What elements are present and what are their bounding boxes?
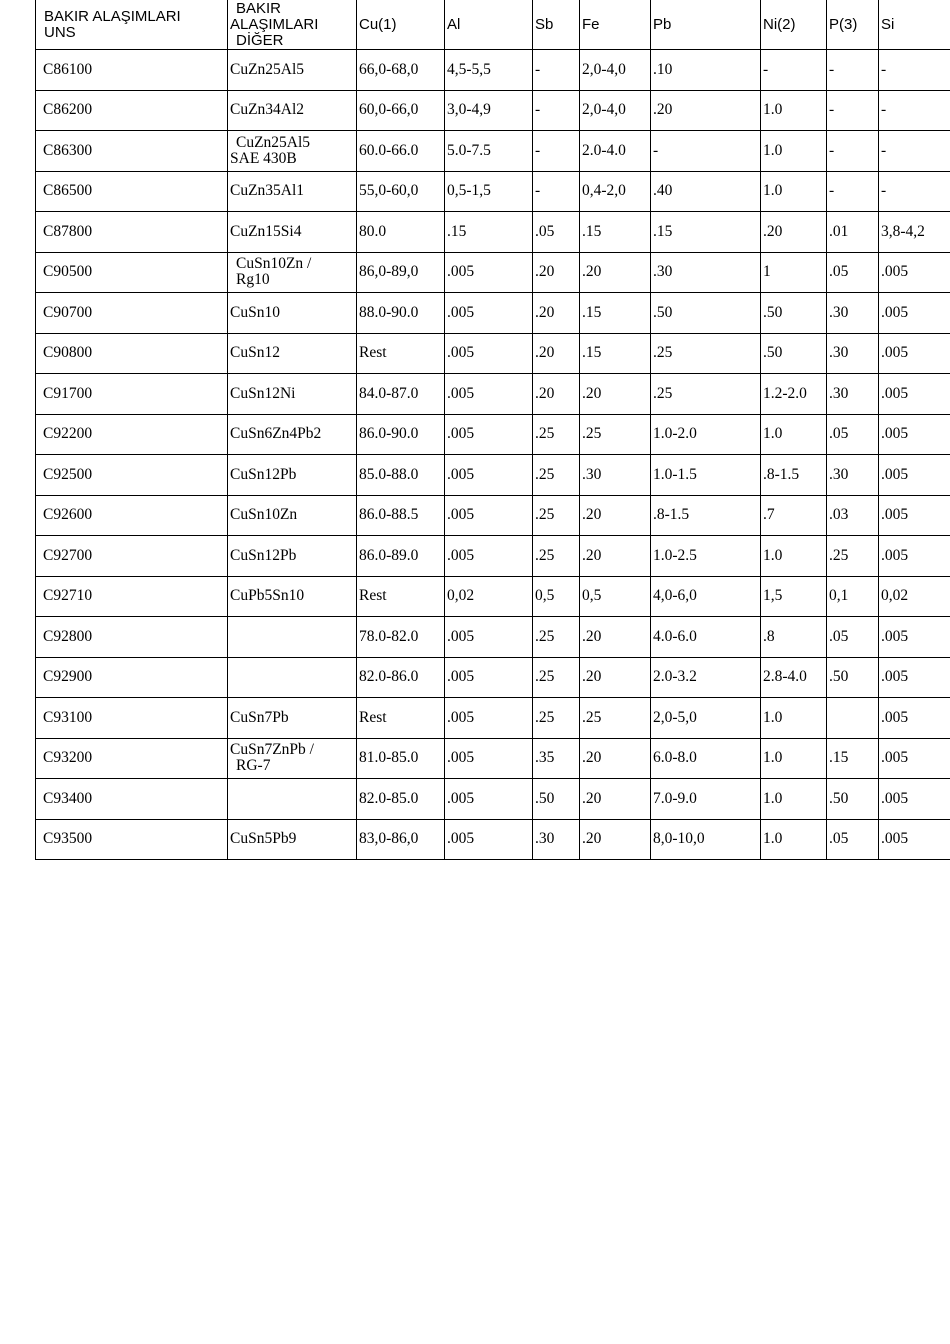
uns-cell: C92200 — [36, 414, 228, 455]
al-cell: .005 — [445, 657, 533, 698]
alloy-name-cell: CuZn35Al1 — [228, 171, 357, 212]
si-cell: 0,02 — [879, 576, 950, 617]
sb-cell: .20 — [533, 333, 580, 374]
al-cell: .15 — [445, 212, 533, 253]
cu-cell: 60.0-66.0 — [357, 131, 445, 172]
ni-cell: 1 — [761, 252, 827, 293]
sb-cell: .35 — [533, 738, 580, 779]
alloy-name-cell: CuZn34Al2 — [228, 90, 357, 131]
fe-cell: .20 — [580, 779, 651, 820]
header-fe — [580, 0, 651, 50]
uns-cell: C92710 — [36, 576, 228, 617]
header-label-line: P(3) — [829, 16, 858, 33]
alloy-name-cell: CuSn12Pb — [228, 536, 357, 577]
cu-cell: 86.0-89.0 — [357, 536, 445, 577]
table-row — [36, 819, 950, 860]
ni-cell: .50 — [761, 293, 827, 334]
pb-cell: - — [651, 131, 761, 172]
header-row — [36, 0, 950, 50]
fe-cell: 2.0-4.0 — [580, 131, 651, 172]
table-row — [36, 171, 950, 212]
cu-cell: 55,0-60,0 — [357, 171, 445, 212]
sb-cell: .25 — [533, 455, 580, 496]
sb-cell: .50 — [533, 779, 580, 820]
pb-cell: .8-1.5 — [651, 495, 761, 536]
al-cell: .005 — [445, 252, 533, 293]
alloy-name-cell: CuPb5Sn10 — [228, 576, 357, 617]
cu-cell: 80.0 — [357, 212, 445, 253]
alloy-name-cell: CuSn5Pb9 — [228, 819, 357, 860]
table-row — [36, 738, 950, 779]
cu-cell: 84.0-87.0 — [357, 374, 445, 415]
si-cell: .005 — [879, 293, 950, 334]
p-cell: .05 — [827, 617, 879, 658]
uns-cell: C92500 — [36, 455, 228, 496]
pb-cell: .15 — [651, 212, 761, 253]
alloy-name-cell: CuSn12Ni — [228, 374, 357, 415]
al-cell: .005 — [445, 293, 533, 334]
table-row — [36, 698, 950, 739]
cu-cell: 88.0-90.0 — [357, 293, 445, 334]
al-cell: .005 — [445, 698, 533, 739]
pb-cell: 2.0-3.2 — [651, 657, 761, 698]
fe-cell: 2,0-4,0 — [580, 90, 651, 131]
ni-cell: 1.0 — [761, 698, 827, 739]
sb-cell: .25 — [533, 495, 580, 536]
pb-cell: 7.0-9.0 — [651, 779, 761, 820]
header-label-line: Sb — [535, 16, 554, 33]
uns-cell: C90500 — [36, 252, 228, 293]
uns-cell: C93400 — [36, 779, 228, 820]
cu-cell: 82.0-86.0 — [357, 657, 445, 698]
pb-cell: .10 — [651, 50, 761, 91]
sb-cell: 0,5 — [533, 576, 580, 617]
fe-cell: .25 — [580, 698, 651, 739]
header-label-line: BAKIR — [236, 0, 282, 17]
header-al — [445, 0, 533, 50]
alloy-name-cell: CuZn25Al5 — [228, 50, 357, 91]
al-cell: .005 — [445, 617, 533, 658]
p-cell: .30 — [827, 333, 879, 374]
si-cell: .005 — [879, 738, 950, 779]
si-cell: .005 — [879, 252, 950, 293]
al-cell: .005 — [445, 738, 533, 779]
fe-cell: .20 — [580, 738, 651, 779]
alloy-name-cell: CuSn10 — [228, 293, 357, 334]
table-row — [36, 90, 950, 131]
cu-cell: 81.0-85.0 — [357, 738, 445, 779]
ni-cell: 1.0 — [761, 171, 827, 212]
p-cell: .01 — [827, 212, 879, 253]
sb-cell: .25 — [533, 536, 580, 577]
si-cell: .005 — [879, 495, 950, 536]
p-cell: - — [827, 171, 879, 212]
sb-cell: .25 — [533, 414, 580, 455]
p-cell: - — [827, 131, 879, 172]
fe-cell: .25 — [580, 414, 651, 455]
header-label-line: Si — [881, 16, 895, 33]
ni-cell: 1.0 — [761, 131, 827, 172]
header-other — [228, 0, 357, 50]
sb-cell: - — [533, 90, 580, 131]
al-cell: 3,0-4,9 — [445, 90, 533, 131]
sb-cell: .25 — [533, 617, 580, 658]
header-label-line: DİĞER — [236, 32, 284, 49]
header-si — [879, 0, 950, 50]
alloy-name-cell — [228, 779, 357, 820]
uns-cell: C92800 — [36, 617, 228, 658]
p-cell: 0,1 — [827, 576, 879, 617]
ni-cell: 1.0 — [761, 819, 827, 860]
ni-cell: 2.8-4.0 — [761, 657, 827, 698]
si-cell: .005 — [879, 657, 950, 698]
uns-cell: C92900 — [36, 657, 228, 698]
si-cell: .005 — [879, 455, 950, 496]
table-row — [36, 333, 950, 374]
pb-cell: 1.0-2.0 — [651, 414, 761, 455]
p-cell: - — [827, 90, 879, 131]
uns-cell: C86200 — [36, 90, 228, 131]
alloy-name-cell: CuSn6Zn4Pb2 — [228, 414, 357, 455]
al-cell: .005 — [445, 536, 533, 577]
al-cell: .005 — [445, 819, 533, 860]
pb-cell: .30 — [651, 252, 761, 293]
pb-cell: 4,0-6,0 — [651, 576, 761, 617]
alloy-name-line: Rg10 — [236, 271, 270, 289]
fe-cell: .20 — [580, 657, 651, 698]
fe-cell: 0,4-2,0 — [580, 171, 651, 212]
cu-cell: Rest — [357, 698, 445, 739]
table-body — [36, 50, 950, 860]
fe-cell: .15 — [580, 333, 651, 374]
cu-cell: 86,0-89,0 — [357, 252, 445, 293]
si-cell: .005 — [879, 819, 950, 860]
si-cell: .005 — [879, 333, 950, 374]
al-cell: .005 — [445, 414, 533, 455]
al-cell: .005 — [445, 779, 533, 820]
sb-cell: .25 — [533, 698, 580, 739]
header-label-line: BAKIR ALAŞIMLARI — [44, 8, 181, 25]
fe-cell: .30 — [580, 455, 651, 496]
fe-cell: .20 — [580, 819, 651, 860]
table-row — [36, 374, 950, 415]
si-cell: .005 — [879, 374, 950, 415]
ni-cell: .8-1.5 — [761, 455, 827, 496]
p-cell: .30 — [827, 374, 879, 415]
ni-cell: 1.0 — [761, 536, 827, 577]
si-cell: .005 — [879, 617, 950, 658]
ni-cell: 1.0 — [761, 738, 827, 779]
sb-cell: .25 — [533, 657, 580, 698]
p-cell: .15 — [827, 738, 879, 779]
si-cell: - — [879, 50, 950, 91]
cu-cell: 78.0-82.0 — [357, 617, 445, 658]
uns-cell: C92600 — [36, 495, 228, 536]
al-cell: 5.0-7.5 — [445, 131, 533, 172]
header-label-line: Fe — [582, 16, 600, 33]
al-cell: 0,02 — [445, 576, 533, 617]
si-cell: - — [879, 131, 950, 172]
pb-cell: .50 — [651, 293, 761, 334]
al-cell: .005 — [445, 455, 533, 496]
cu-cell: 60,0-66,0 — [357, 90, 445, 131]
fe-cell: .20 — [580, 536, 651, 577]
si-cell: .005 — [879, 414, 950, 455]
table-row — [36, 455, 950, 496]
fe-cell: 0,5 — [580, 576, 651, 617]
uns-cell: C91700 — [36, 374, 228, 415]
uns-cell: C92700 — [36, 536, 228, 577]
p-cell: - — [827, 50, 879, 91]
al-cell: .005 — [445, 495, 533, 536]
alloy-name-cell — [228, 617, 357, 658]
uns-cell: C86100 — [36, 50, 228, 91]
uns-cell: C93100 — [36, 698, 228, 739]
table-row — [36, 414, 950, 455]
pb-cell: 4.0-6.0 — [651, 617, 761, 658]
sb-cell: .20 — [533, 293, 580, 334]
fe-cell: .20 — [580, 495, 651, 536]
alloy-name-line: CuZn25Al5 — [236, 133, 311, 151]
fe-cell: .20 — [580, 374, 651, 415]
fe-cell: .15 — [580, 212, 651, 253]
ni-cell: .20 — [761, 212, 827, 253]
header-cu — [357, 0, 445, 50]
al-cell: 4,5-5,5 — [445, 50, 533, 91]
sb-cell: - — [533, 171, 580, 212]
si-cell: - — [879, 171, 950, 212]
pb-cell: 1.0-1.5 — [651, 455, 761, 496]
sb-cell: .20 — [533, 374, 580, 415]
cu-cell: 85.0-88.0 — [357, 455, 445, 496]
alloy-name-cell: CuSn10Zn — [228, 495, 357, 536]
pb-cell: .25 — [651, 374, 761, 415]
sb-cell: - — [533, 131, 580, 172]
header-label-line: Ni(2) — [763, 16, 796, 33]
cu-cell: Rest — [357, 333, 445, 374]
ni-cell: .50 — [761, 333, 827, 374]
si-cell: .005 — [879, 536, 950, 577]
table-row — [36, 495, 950, 536]
pb-cell: 6.0-8.0 — [651, 738, 761, 779]
table-row — [36, 576, 950, 617]
al-cell: 0,5-1,5 — [445, 171, 533, 212]
p-cell: .03 — [827, 495, 879, 536]
uns-cell: C90800 — [36, 333, 228, 374]
uns-cell: C93500 — [36, 819, 228, 860]
alloy-name-line: RG-7 — [236, 757, 271, 775]
si-cell: 3,8-4,2 — [879, 212, 950, 253]
alloy-name-line: CuSn7ZnPb / — [230, 741, 314, 759]
ni-cell: 1,5 — [761, 576, 827, 617]
alloy-name-line: SAE 430B — [230, 149, 297, 167]
cu-cell: 66,0-68,0 — [357, 50, 445, 91]
header-uns — [36, 0, 228, 50]
header-label-line: Pb — [653, 16, 672, 33]
ni-cell: .7 — [761, 495, 827, 536]
cu-cell: 86.0-90.0 — [357, 414, 445, 455]
table-row — [36, 131, 950, 172]
uns-cell: C86300 — [36, 131, 228, 172]
cu-cell: 86.0-88.5 — [357, 495, 445, 536]
uns-cell: C86500 — [36, 171, 228, 212]
header-label-line: Al — [447, 16, 461, 33]
uns-cell: C87800 — [36, 212, 228, 253]
alloy-name-cell: CuZn15Si4 — [228, 212, 357, 253]
pb-cell: 8,0-10,0 — [651, 819, 761, 860]
sb-cell: .05 — [533, 212, 580, 253]
si-cell: - — [879, 90, 950, 131]
table-row — [36, 536, 950, 577]
p-cell: .25 — [827, 536, 879, 577]
pb-cell: 1.0-2.5 — [651, 536, 761, 577]
header-label-line: Cu(1) — [359, 16, 397, 33]
si-cell: .005 — [879, 779, 950, 820]
pb-cell: .25 — [651, 333, 761, 374]
sb-cell: - — [533, 50, 580, 91]
fe-cell: .20 — [580, 252, 651, 293]
table-row — [36, 617, 950, 658]
p-cell: .50 — [827, 657, 879, 698]
table-row — [36, 779, 950, 820]
pb-cell: .40 — [651, 171, 761, 212]
header-label-line: ALAŞIMLARI — [230, 16, 319, 33]
p-cell: .30 — [827, 293, 879, 334]
p-cell: .50 — [827, 779, 879, 820]
ni-cell: 1.0 — [761, 779, 827, 820]
alloy-name-cell: CuSn7Pb — [228, 698, 357, 739]
table-row — [36, 252, 950, 293]
header-ni — [761, 0, 827, 50]
ni-cell: 1.0 — [761, 414, 827, 455]
p-cell: .05 — [827, 414, 879, 455]
ni-cell: - — [761, 50, 827, 91]
p-cell — [827, 698, 879, 739]
p-cell: .05 — [827, 819, 879, 860]
table-row — [36, 50, 950, 91]
si-cell: .005 — [879, 698, 950, 739]
al-cell: .005 — [445, 374, 533, 415]
ni-cell: 1.0 — [761, 90, 827, 131]
table-row — [36, 293, 950, 334]
pb-cell: 2,0-5,0 — [651, 698, 761, 739]
sb-cell: .20 — [533, 252, 580, 293]
cu-cell: Rest — [357, 576, 445, 617]
header-p — [827, 0, 879, 50]
alloy-name-cell — [228, 131, 357, 172]
cu-cell: 82.0-85.0 — [357, 779, 445, 820]
alloy-name-line: CuSn10Zn / — [236, 255, 312, 273]
ni-cell: 1.2-2.0 — [761, 374, 827, 415]
alloy-name-cell: CuSn12Pb — [228, 455, 357, 496]
uns-cell: C93200 — [36, 738, 228, 779]
cu-cell: 83,0-86,0 — [357, 819, 445, 860]
alloy-name-cell: CuSn12 — [228, 333, 357, 374]
header-pb — [651, 0, 761, 50]
p-cell: .30 — [827, 455, 879, 496]
p-cell: .05 — [827, 252, 879, 293]
alloy-name-cell — [228, 738, 357, 779]
sb-cell: .30 — [533, 819, 580, 860]
alloy-name-cell — [228, 252, 357, 293]
table-row — [36, 212, 950, 253]
fe-cell: .20 — [580, 617, 651, 658]
header-label-line: UNS — [44, 24, 76, 41]
fe-cell: .15 — [580, 293, 651, 334]
al-cell: .005 — [445, 333, 533, 374]
uns-cell: C90700 — [36, 293, 228, 334]
pb-cell: .20 — [651, 90, 761, 131]
table-row — [36, 657, 950, 698]
alloy-composition-table — [35, 0, 950, 860]
fe-cell: 2,0-4,0 — [580, 50, 651, 91]
alloy-name-cell — [228, 657, 357, 698]
ni-cell: .8 — [761, 617, 827, 658]
header-sb — [533, 0, 580, 50]
